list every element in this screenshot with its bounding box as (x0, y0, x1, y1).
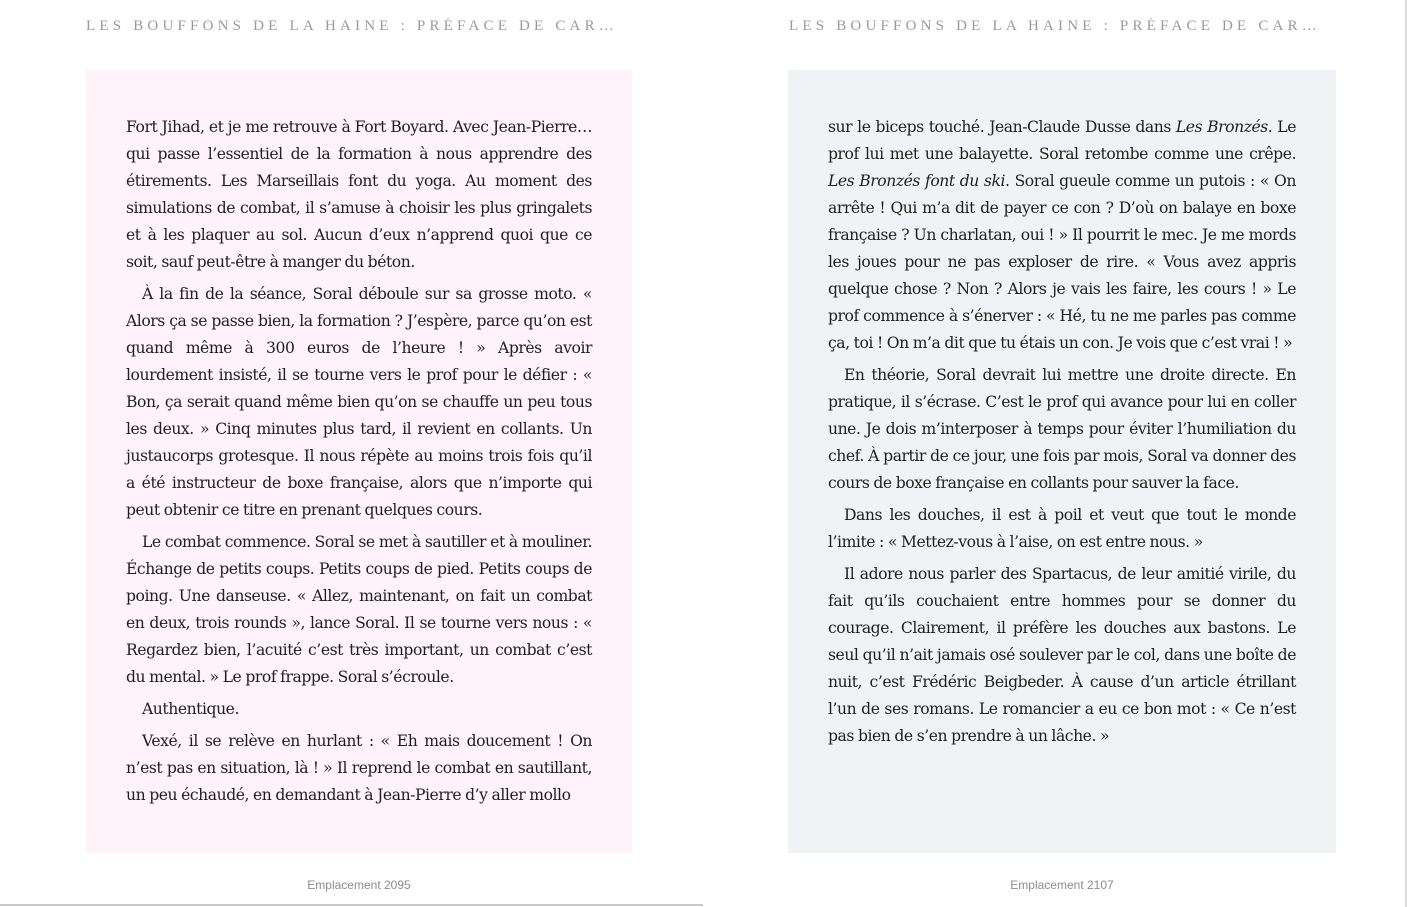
reading-progress-bar (0, 904, 703, 906)
right-page-italic-title-les-bronzes: Les Bronzés (1175, 118, 1268, 136)
right-page-paragraph-3: Dans les douches, il est à poil et veut que tout le monde l’imite : « Mettez-vous à l’aise, on est entre nous. » (828, 506, 1296, 551)
left-page-running-header: LES BOUFFONS DE LA HAINE : PRÉFACE DE CAR… (86, 18, 618, 34)
left-page-paragraph-4: Authentique. (142, 700, 239, 718)
right-page-running-header: LES BOUFFONS DE LA HAINE : PRÉFACE DE CAR… (789, 18, 1321, 34)
window-right-edge-divider (1405, 0, 1407, 907)
right-page-location-indicator: Emplacement 2107 (1010, 878, 1114, 892)
left-page-paragraph-3: Le combat commence. Soral se met à sautiller et à mouliner. Échange de petits coups. Petits coups de pied. Petits coups de poing. Une danseuse. « Allez, maintenant, on fait un combat en deux, trois rounds », lance Soral. Il se tourne vers nous : « Regardez bien, l’acuité c’est très important, un combat c’est du mental. » Le prof frappe. Soral s’écroule. (126, 533, 592, 686)
right-page-paragraph-1 (828, 114, 1296, 357)
right-page-paragraph-1-text-c: . Le prof lui met une balayette. Soral retombe comme une crêpe. (828, 118, 1296, 163)
right-page-paragraph-1-text-e: . Soral gueule comme un putois : « On arrête ! Qui m’a dit de payer ce con ? D’où on balaye en boxe française ? Un charlatan, oui ! » Il pourrit le mec. Je me mords les joues pour ne pas exploser de rire. « Vous avez appris quelque chose ? Non ? Alors je vais les faire, les cours ! » Le prof commence à s’énerver : « Hé, tu ne me parles pas comme ça, toi ! On m’a dit que tu étais un con. Je vois que c’est vrai ! » (828, 172, 1296, 352)
left-page-paragraph-5: Vexé, il se relève en hurlant : « Eh mais doucement ! On n’est pas en situation, là ! » Il reprend le combat en sautillant, un peu échaudé, en demandant à Jean-Pierre d’y aller mollo (126, 732, 592, 804)
right-page-paragraph-4: Il adore nous parler des Spartacus, de leur amitié virile, du fait qu’ils couchaient entre hommes pour se donner du courage. Clairement, il préfère les douches aux bastons. Le seul qu’il n’ait jamais osé soulever par le col, dans une boîte de nuit, c’est Frédéric Beigbeder. À cause d’un article étrillant l’un de ses romans. Le romancier a eu ce bon mot : « Ce n’est pas bien de s’en prendre à un lâche. » (828, 565, 1296, 745)
right-page-paragraph-2: En théorie, Soral devrait lui mettre une droite directe. En pratique, il s’écrase. C’est le prof qui avance pour lui en coller une. Je dois m’interposer à temps pour éviter l’humiliation du chef. À partir de ce jour, une fois par mois, Soral va donner des cours de boxe française en collants pour sauver la face. (828, 366, 1296, 492)
right-page-italic-title-les-bronzes-font-du-ski: Les Bronzés font du ski (828, 172, 1005, 190)
right-page[interactable] (788, 70, 1336, 853)
left-page-location-indicator: Emplacement 2095 (307, 878, 411, 892)
left-page-paragraph-2: À la fin de la séance, Soral déboule sur sa grosse moto. « Alors ça se passe bien, la formation ? J’espère, parce qu’on est quand même à 300 euros de l’heure ! » Après avoir lourdement insisté, il se tourne vers le prof pour le défier : « Bon, ça serait quand même bien qu’on se chauffe un peu tous les deux. » Cinq minutes plus tard, il revient en collants. Un justaucorps grotesque. Il nous répète au moins trois fois qu’il a été instructeur de boxe française, alors que n’importe qui peut obtenir ce titre en prenant quelques cours. (126, 285, 592, 519)
right-page-paragraph-1-text-a: sur le biceps touché. Jean-Claude Dusse dans (828, 118, 1176, 136)
left-page[interactable] (86, 70, 632, 853)
left-page-paragraph-1: Fort Jihad, et je me retrouve à Fort Boyard. Avec Jean-Pierre… qui passe l’essentiel de la formation à nous apprendre des étirements. Les Marseillais font du yoga. Au moment des simulations de combat, il s’amuse à choisir les plus gringalets et à les plaquer au sol. Aucun d’eux n’apprend quoi que ce soit, sauf peut-être à manger du béton. (126, 118, 592, 271)
